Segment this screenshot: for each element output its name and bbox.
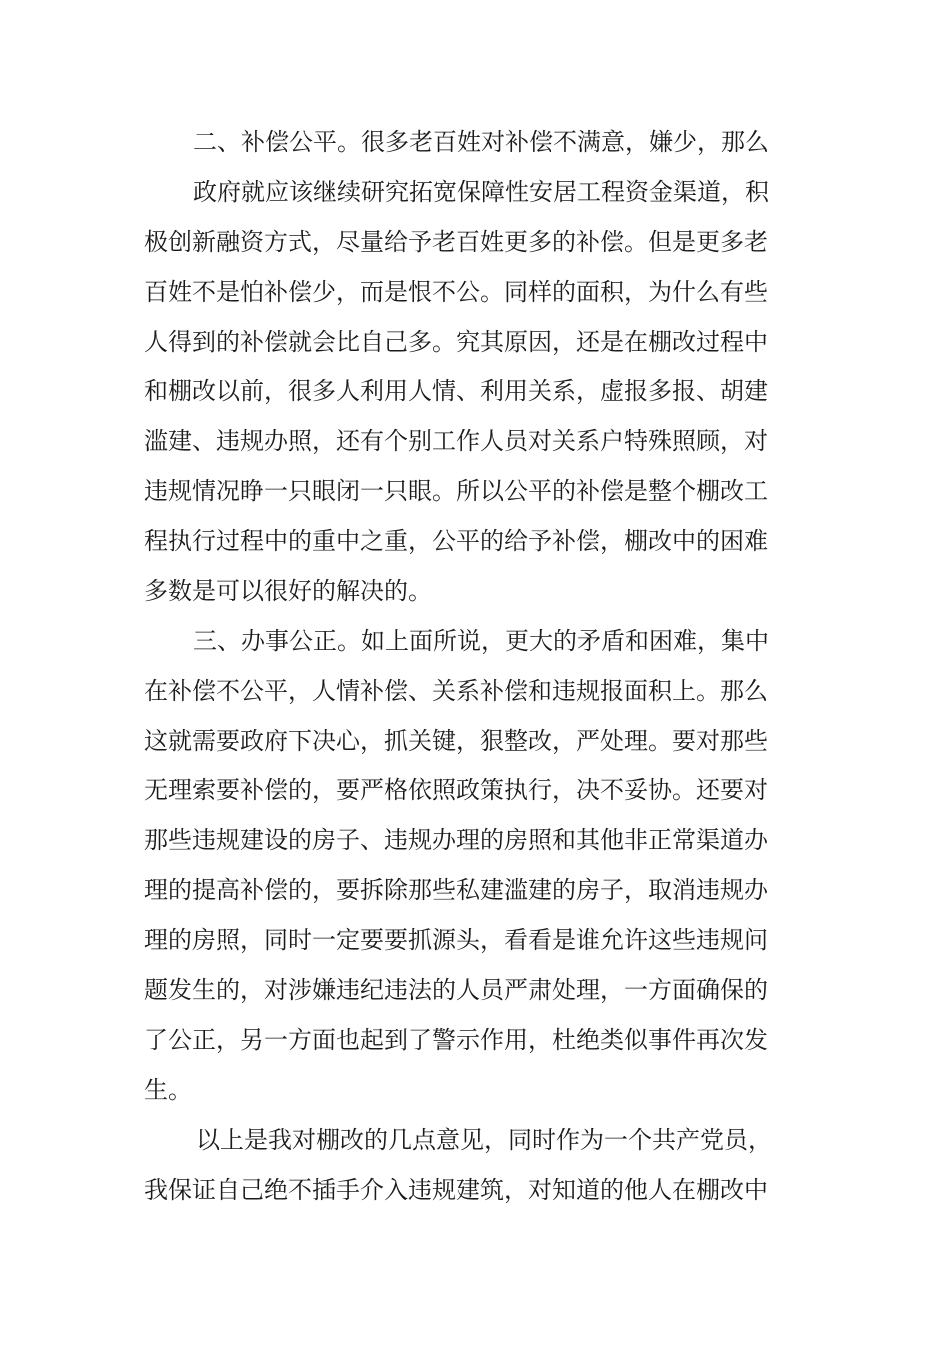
text-line: 题发生的，对涉嫌违纪违法的人员严肃处理，一方面确保的 (144, 976, 768, 1004)
text-line: 理的房照，同时一定要要抓源头，看看是谁允许这些违规问 (144, 926, 768, 954)
text-line: 二、补偿公平。很多老百姓对补偿不满意，嫌少，那么 (193, 128, 769, 156)
text-line: 极创新融资方式，尽量给予老百姓更多的补偿。但是更多老 (144, 228, 768, 256)
text-line: 政府就应该继续研究拓宽保障性安居工程资金渠道，积 (193, 178, 769, 206)
text-line: 那些违规建设的房子、违规办理的房照和其他非正常渠道办 (144, 826, 768, 854)
text-line: 滥建、违规办照，还有个别工作人员对关系户特殊照顾，对 (144, 427, 768, 455)
text-line: 百姓不是怕补偿少，而是恨不公。同样的面积，为什么有些 (144, 278, 768, 306)
text-line: 我保证自己绝不插手介入违规建筑，对知道的他人在棚改中 (144, 1176, 768, 1204)
text-line: 和棚改以前，很多人利用人情、利用关系，虚报多报、胡建 (144, 377, 768, 405)
text-line: 这就需要政府下决心，抓关键，狠整改，严处理。要对那些 (144, 727, 768, 755)
text-line: 人得到的补偿就会比自己多。究其原因，还是在棚改过程中 (144, 328, 768, 356)
text-line: 理的提高补偿的，要拆除那些私建滥建的房子，取消违规办 (144, 876, 768, 904)
text-line: 程执行过程中的重中之重，公平的给予补偿，棚改中的困难 (144, 527, 768, 555)
text-line: 违规情况睁一只眼闭一只眼。所以公平的补偿是整个棚改工 (144, 477, 768, 505)
text-line: 了公正，另一方面也起到了警示作用，杜绝类似事件再次发 (144, 1026, 768, 1054)
text-line: 三、办事公正。如上面所说，更大的矛盾和困难，集中 (193, 627, 769, 655)
text-line: 生。 (144, 1076, 192, 1104)
text-line: 无理索要补偿的，要严格依照政策执行，决不妥协。还要对 (144, 776, 768, 804)
text-line: 在补偿不公平，人情补偿、关系补偿和违规报面积上。那么 (144, 677, 768, 705)
text-line: 以上是我对棚改的几点意见，同时作为一个共产党员， (196, 1126, 772, 1154)
text-line: 多数是可以很好的解决的。 (144, 577, 432, 605)
